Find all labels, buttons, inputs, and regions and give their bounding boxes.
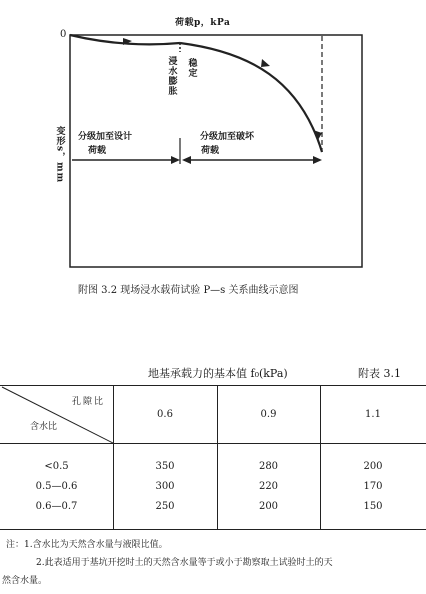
- table-note-2-line1: 2.此表适用于基坑开挖时土的天然含水量等于或小于勘察取土试验时土的天: [36, 558, 333, 568]
- table-cell: 220: [258, 481, 279, 492]
- stage2-arrowhead-right: [313, 156, 322, 164]
- table-note-1: 注：1.含水比为天然含水量与液限比值。: [6, 540, 168, 550]
- corner-diagonal: [0, 385, 113, 443]
- table-title: 地基承载力的基本值 f₀(kPa): [148, 367, 288, 380]
- table-cell: 350: [155, 461, 175, 472]
- table-cell: 170: [363, 481, 383, 492]
- table-cell: 200: [363, 461, 383, 472]
- table-bottom-rule: [0, 529, 426, 530]
- soak-swell-label: 浸水膨胀: [166, 56, 177, 96]
- settlement-axis-label: 变形s，mm: [54, 126, 65, 184]
- stage1-label-line2: 荷载: [88, 146, 107, 156]
- load-axis-label: 荷载p，kPa: [175, 18, 231, 28]
- table-cell: 300: [155, 481, 175, 492]
- stage2-arrowhead-left: [182, 156, 191, 164]
- table-number: 附表 3.1: [358, 367, 401, 380]
- stage2-label-line1: 分级加至破坏: [200, 132, 255, 142]
- table-cell: 280: [258, 461, 279, 472]
- origin-label: 0: [60, 29, 67, 40]
- stage1-arrowhead: [171, 156, 180, 164]
- figure-caption: 附图 3.2 现场浸水载荷试验 P—s 关系曲线示意图: [78, 285, 299, 296]
- table-note-2-line2: 然含水量。: [2, 576, 48, 586]
- column-header: 1.1: [365, 409, 381, 420]
- table-cell: 150: [363, 501, 383, 512]
- stage2-label-line2: 荷载: [201, 146, 220, 156]
- curve-arrow-3: [313, 130, 322, 140]
- column-header: 0.9: [260, 409, 277, 420]
- row-label: <0.5: [44, 461, 69, 472]
- table-cell: 200: [258, 501, 279, 512]
- curve-arrow-2: [261, 59, 270, 67]
- column-header: 0.6: [157, 409, 173, 420]
- row-label: 0.5—0.6: [35, 481, 78, 492]
- table-cell: 250: [155, 501, 175, 512]
- stable-label: 稳定: [186, 58, 197, 78]
- corner-top-label: 孔隙比: [72, 397, 106, 407]
- row-label: 0.6—0.7: [35, 501, 78, 512]
- corner-bottom-label: 含水比: [30, 422, 58, 432]
- stage1-label-line1: 分级加至设计: [78, 132, 133, 142]
- table-header-rule: [0, 443, 426, 444]
